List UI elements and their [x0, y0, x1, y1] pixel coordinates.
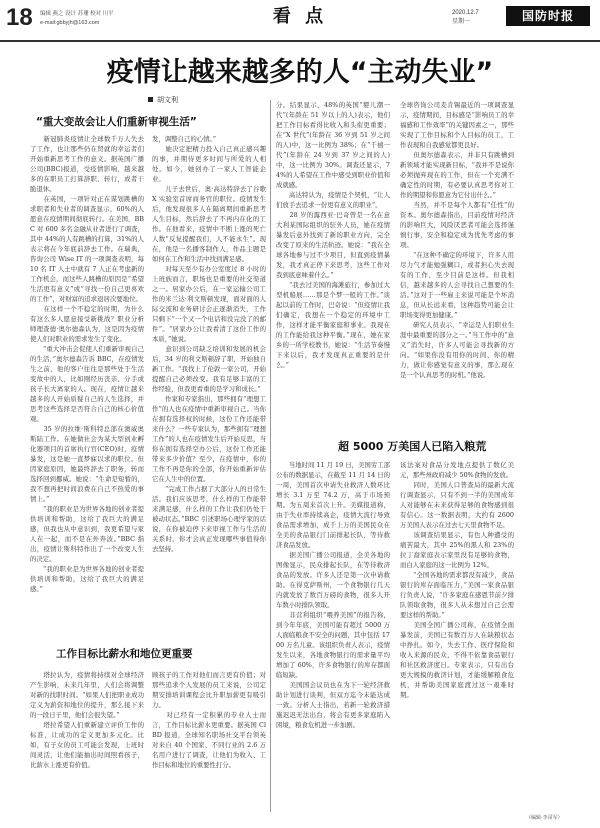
column-2: 发，调整自己的心情。” 她决定把精力投入自己真正感兴趣的事，并期待更多时间与所爱的人相处。如今，她创办了一家人工智能企业。 儿子去世后，奥·高达特辞去了谷歌 X 实验室首席商务官的职位。疫情发生后，他发现很多人在隔离期间重新思考人生目标，然后辞去了不再内在化的工作。在他看来，疫情中不断上涨的死亡人数“反复提醒我们，人不能永生”。现在，他是一名播客制作人，作品主题是如何在工作和生活中找到满足感。 对每天至少有办公室度过 8 小时的上班族而言，职场也是重要的社交渠道之一。居家办公后，在一家运输公司工作的米兰达·利文斯顿发现，面对面的人际交流和业务研讨会正逐渐消失，工作只剩下“一个又一个电话和没完没了的邮件”。“居家办公让我看清了这份工作的本质，”她说。 意识到公司缺乏培训和发展的机会后，34 岁的利文斯顿辞了职，开始独自新工作。“我找上了伦敦一家公司，开始提醒自己必须改变。我有足够丰富的工作经验，但我更看重的是学习和成长。” 作家和专家指出，那些拥有“理想工作”的人也在疫情中重新审视自己。当你在拥有选择权的时候，这份工作还能带来什么？一些专家认为，那些拥有“理想工作”的人也在疫情发生后开始反思，当你在拥有选择空办公后，这份工作还能带来多少价值？至少，在疫情中，你的工作不再是你的全部，你开始重新评估它在人生中的位置。 “完成工作占据了大部分人的日常生活。我们应该思考，什么样的工作能带来满足感，什么样的工作让我们仍处于被动状态。”BBC 引述职场心理学家的话说，在你被迫停下来审视工作与生活的关系时，你才会真正发现哪些事值得你去坚持。: [152, 135, 266, 553]
issue-date: 2020.12.7: [452, 10, 479, 16]
column-8: 顾孩子的工作对他们而言更有价值；对那些追求个人发展的员工来说，公司定期安排培训课程会比升职加薪更有吸引力。 对已经有一定积累的专业人士而言，工作目标比薪水更重要。据英国 ClBD 报道，全球知名职场社交平台领英对来自 40 个国家、不同行业的 2.6 万名用户进行了调查，让他们为收入、工作目标和地位的重要性打分。: [152, 671, 266, 769]
editor-line: 编辑 燕之 设计 苏珊 校对 川平: [40, 11, 114, 17]
subheading-2: 工作目标比薪水和地位更重要: [56, 648, 193, 660]
column-divider: [270, 100, 271, 812]
column-7: 塔拉认为，疫情将持续对全球经济产生影响，未来几年里，人们会将调整对新的找职时间。“如果人们把职业成功定义为薪资和地位的提升，那么接下来的一段日子里，他们会很失望。” 塔拉希望人们重新建立评价工作的标准，让成功的定义更加多元化。比如，有子女的员工可能会发现，上班时间灵活，让他们能抽出时间照看孩子，比薪水上涨更有价值。: [30, 671, 144, 769]
editor-info: [40, 10, 114, 28]
date-block: [452, 9, 479, 27]
column-6: 该法案对食品分发地点提供了数亿美元，那些州政府减少 50%食物的发放。 同时，美国人口普查局的最新大流行调查显示，只有不到一半的美国成年人对能够在未来获得足够的食物感到很有信心。这一数据表明，大约有 2600 万美国人表示在过去七天里食物不足。 该调查结果显示，有色人种遭受的痛苦最大，其中 25%的黑人和 23%的拉丁裔家庭表示家里没有足够的食物，而白人家庭的这一比例为 12%。 “全国各地的需求都没有减少，食品银行的库存面临压力，”美国一家食品银行负责人说，“许多家庭在感恩节前夕排队领取食物，很多人从未想过自己会需要这样的帮助。” 美国全国广播公司称，在疫情全面暴发前，美国已有数百万人在缺粮状态中挣扎。如今，失去工作、医疗保险和收入来源的民众，不得不依靠食品银行和社区救济度日。专家表示，只有出台更大规模的救济计划，才能缓解粮食危机，并帮助美国家庭渡过这一艰难时期。: [400, 461, 514, 699]
section-title: 看 点: [272, 6, 328, 27]
subheading-3: 超 5000 万美国人已陷入粮荒: [338, 440, 487, 453]
newspaper-logo: 国防时报: [506, 6, 590, 26]
byline: [148, 95, 178, 105]
email-line: e-mail:gbbyjh@163.com: [40, 20, 100, 26]
masthead: [0, 0, 600, 42]
subheading-1: “重大变故会让人们重新审视生活”: [36, 116, 197, 128]
byline-square-icon: [148, 97, 153, 102]
column-1: 新冠肺炎疫情让全球数千万人失去了工作，也让那些仍在贸就的幸运者们开始重新思考工作的意义。据英国广播公司(BBC)报道，受疫情影响，越来越多的在职员工打算辞职、转行，或者干脆退休。 在英国，一项针对正在谋划跳槽的求职者和失业者的调查显示，60%的人愿意在疫情期间彻底转行。在美国，BBC 对 600 多名金融从业者进行了调查，其中 44%的人有跳槽的打算，31%的人表示将在今年底前辞去工作。在瑞典，咨询公司 Wise IT 的一项调查表明，每 10 名 IT 人士中就有 7 人正在考虑新的工作机会，而这些人跳槽的原因是“希望生活更有意义”或“寻找一份自己更喜欢的工作”，对财富的追求退居次要地位。 在这样一个不稳定的时期，为什么有这么多人愿意接受新挑战？职业分析师理查德·奥尔德森认为，这是因为疫情使人们对职业的需求发生了变化。 “重大冲击会促使人们重新审视自己的生活，”奥尔德森告诉 BBC，在疫情发生之前，他的客户往往是那些处于生活变故中的人，比如刚经历丧亲、分手或孩子长大离家的人。现在，疫情让越来越多的人开始质疑自己的人生选择，并思考这些选择是否符合自己的核心价值观。 35 岁的拉维·斯科特总部在澳威奥斯陆工作。在她做社会为某大型创业孵化器项目的首席执行官(CEO)时，疫情暴发，这是她一直梦寐以求的职位。但因家庭原因，她最终辞去了职务，转而选择回到挪威。她说：“生命是短暂的，我不想再把时间浪费在自己不热爱的事情上。” “我的职业是为世界各地的创业者提供培训和帮助，这给了我巨大的满足感，但我也从中意识到，我更希望与家人在一起，而不是在外奔波。”BBC 指出，疫情让斯科特作出了一个改变人生的决定。 “我的职业是为世界各地的创业者提供培训和帮助，这给了我巨大的满足感。”: [30, 135, 144, 593]
column-4: 全球咨询公司麦肯锡最近的一项调查显示，疫情期间，目标感是“影响员工的幸福感和工作效率”的关键因素之一，那些实现了工作目标和个人目标的员工，工作表现和自我感觉都更良好。 但奥尔德森表示，并非只有跳槽到新领域才能实现新目标，“我并不是说你必须抛弃现在的工作，但在一个充满不确定性的时期，有必要认真思考你对工作的期望和你愿意为它付出什么。” 当然，并不是每个人都有“任性”的资本。奥尔德森指出，目前疫情对经济的影响巨大，风险厌恶者可能会选择谨慎行事，安全和稳定成为优先考虑的事项。 “在这种不确定的环境下，许多人用尽力气才能勉强糊口，或者担心失去现有的工作，至少目前是这样。但我相信，越来越多的人会寻找自己想要的生活。”这对于一些雇主来说可能是个坏消息，但从长远来看，这种趋势可能会让职场变得更加健康。” 研究人员表示，“幸运是人们职业生涯中最重要的部分之一。”当工作中的“意义”消失时，许多人可能会寻找新的方向。“如果你没有用你的时间、你的精力，做让你感觉有意义的事，那么现在是一个认真思考的时机。”他说。: [400, 101, 514, 379]
byline-author: 胡文利: [157, 96, 178, 104]
page-headline: 疫情让越来越多的人“主动失业”: [106, 57, 494, 88]
column-5: 当地时间 11 月 19 日，美国劳工部公布的数据显示，在截至 11 月 14 日的一周，美国首次申请失业救济人数环比增长 3.1 万至 74.2 万，高于市场预期。为五周来首次上升。美媒报道称，由于失业率持续高企，疫情大流行导致食品需求增加，成千上万的美国民众在全美的食品银行门前排起长队，等待救济食品发放。 据美国广播公司报道，全美各地的图像显示，民众排起长队，在等待救济食品的发放。许多人还是第一次申请救助。在得克萨斯州，一个食物银行几天内就发放了数百万磅的食物，很多人开车数小时排队领取。 非营利组织“喂养美国”的报告称，到今年年底，美国可能有超过 5000 万人面临粮食不安全的问题，其中包括 1700 万名儿童。该组织负责人表示，疫情发生以来，各地食物银行的需求量平均增加了 60%，许多食物银行的库存都面临短缺。 美国国会议员也在为下一轮经济救助计划进行谈判，但双方迄今未能达成一致。分析人士指出，若新一轮救济措施迟迟无法出台，将会有更多家庭陷入困境，粮食危机进一步加剧。: [276, 461, 390, 729]
footer-editor: （编辑·李哥军）: [526, 815, 563, 821]
issue-weekday: 星期一: [452, 19, 471, 25]
column-3: 分。结果显示，48%的英国“婴儿潮一代”(年龄在 51 岁以上的人)表示，他们把工作目标看得比收入和头衔更重要；在“X 世代”(年龄在 36 岁到 51 岁之间的人)中，这一比例为 38%；在“千禧一代”(年龄在 24 岁到 37 岁之间的人)中，这一比例为 30%。调查还显示，74%的人希望在工作中感受到职业价值和成就感。 高达特认为，疫情是个契机，“让人们放手去追求一份更有意义的职业”。 28 岁的露西亚·巴奇曾是一名在意大利某国际组织的驻外人员，她在疫情暴发后意外找到了新的职业方向，完全改变了原来的生活轨迹。她说：“我在全球各地参与过不少项目，但直到疫情暴发，我才真正停下来思考，这些工作对我到底意味着什么。” “我去过美国的海滩旅行，参加过大型机船展……那是个梦一般的工作。”谈起以前的工作时，巴奇说：“但疫情让我们确定，我想在一个稳定的环境中工作，这样才能平衡家庭和事业。我现在的工作能给我这种平衡。”现在，她在家乡的一所学校教书，她说：“生活节奏慢下来以后，我才发现真正重要的是什么。”: [276, 101, 390, 369]
page-number: 18: [6, 4, 33, 31]
